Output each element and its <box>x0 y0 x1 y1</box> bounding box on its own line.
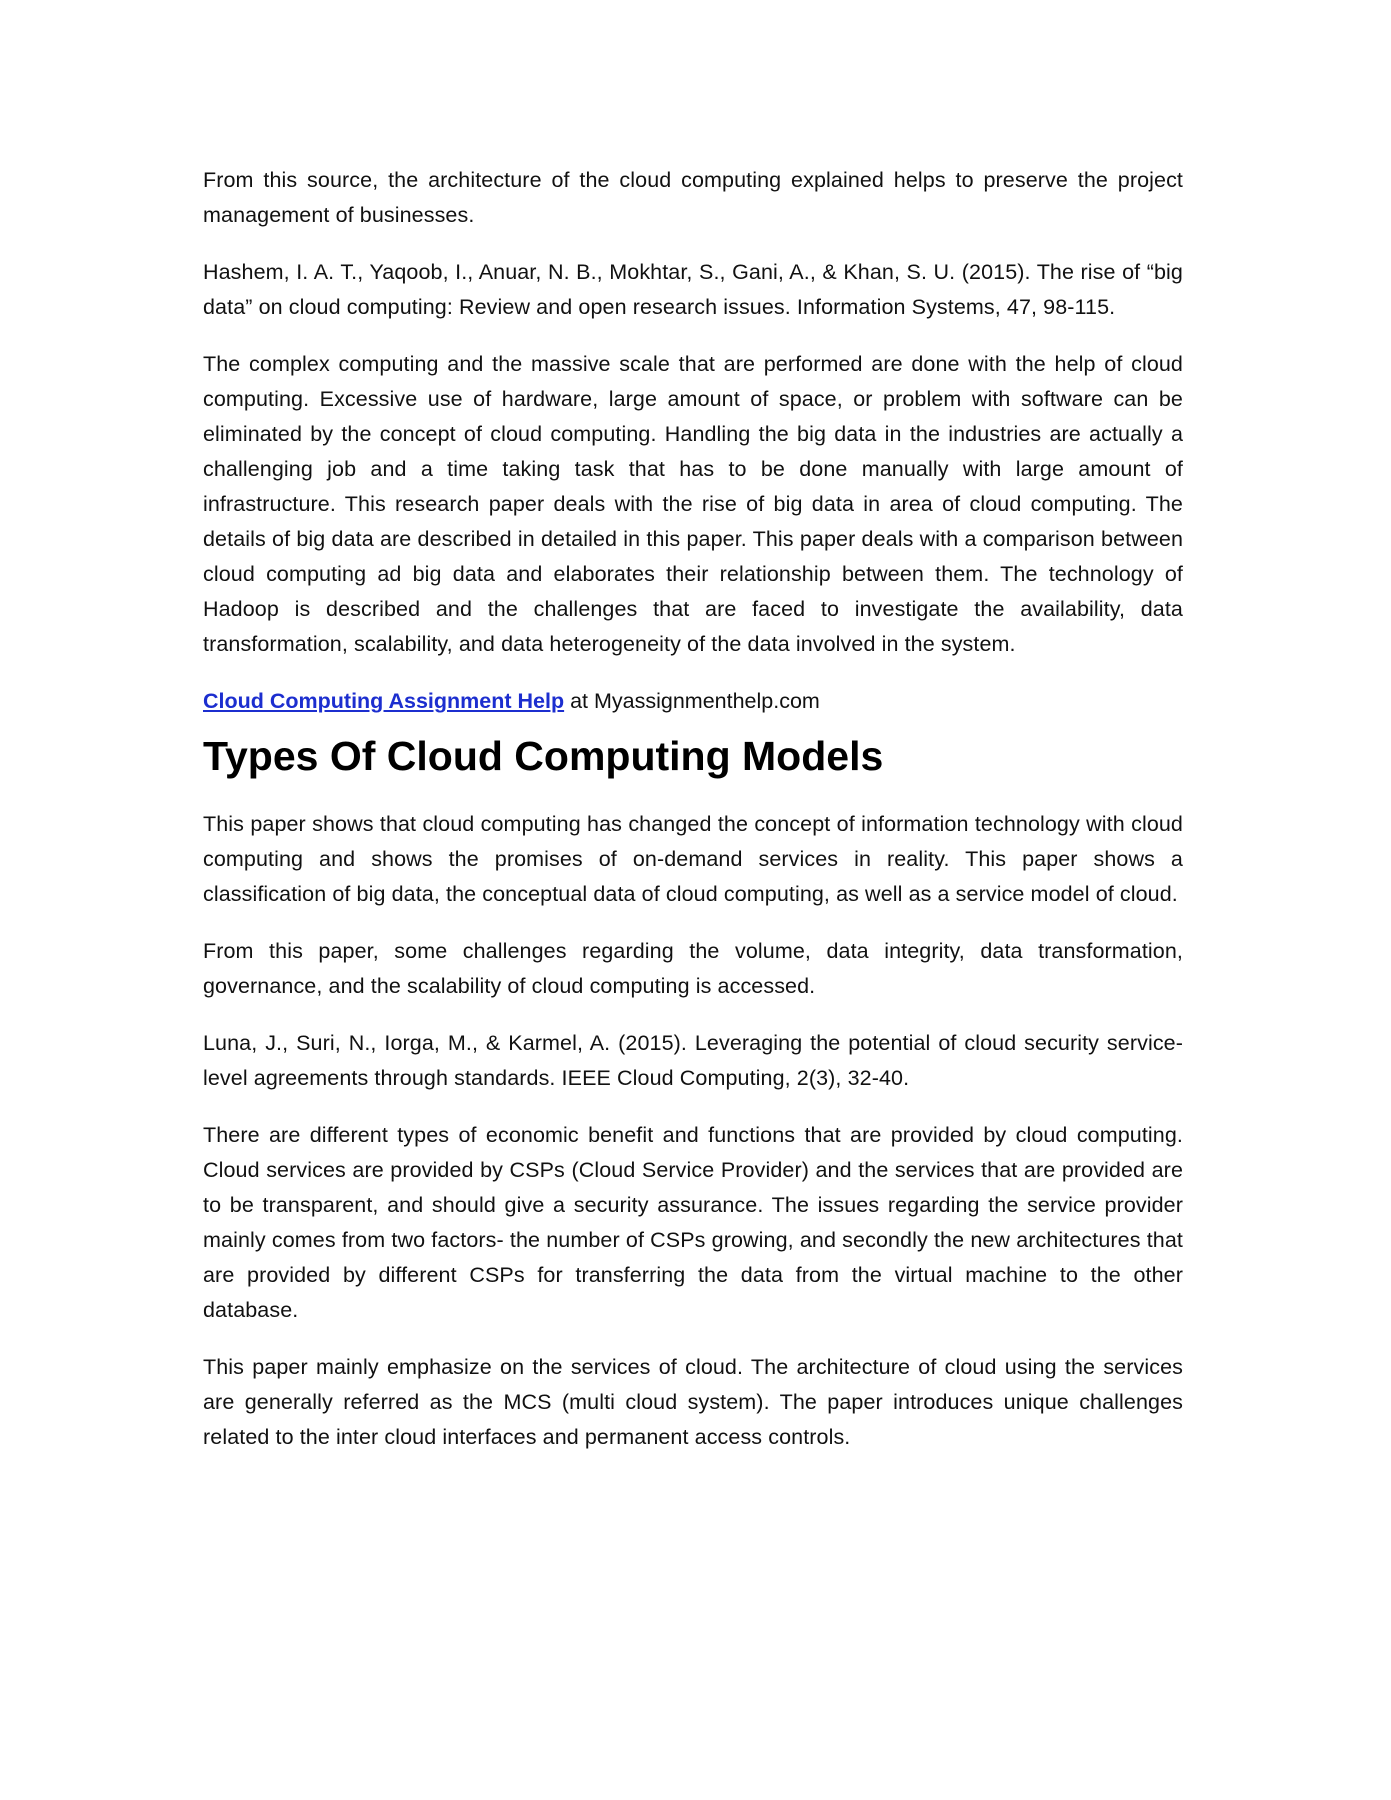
paragraph-economic-benefit: There are different types of economic benefit and functions that are provided by cloud computing. Cloud services are provided by CSPs (Cloud Service Provider) and the services that are provided are to be transparent, and should give a security assurance. The issues regarding the service provider mainly comes from two factors- the number of CSPs growing, and secondly the new architectures that are provided by different CSPs for transferring the data from the virtual machine to the other database. <box>203 1123 1183 1322</box>
reference-hashem: Hashem, I. A. T., Yaqoob, I., Anuar, N. B., Mokhtar, S., Gani, A., & Khan, S. U. (2015). The rise of “big data” on cloud computing: Review and open research issues. Information Systems, 47, 98-115. <box>203 260 1183 319</box>
promo-suffix: at Myassignmenthelp.com <box>564 689 820 713</box>
section-heading: Types Of Cloud Computing Models <box>203 733 884 779</box>
paragraph-big-data-review: The complex computing and the massive scale that are performed are done with the help of cloud computing. Excessive use of hardware, large amount of space, or problem with software can be eliminated by the concept of cloud computing. Handling the big data in the industries are actually a challenging job and a time taking task that has to be done manually with large amount of infrastructure. This research paper deals with the rise of big data in area of cloud computing. The details of big data are described in detailed in this paper. This paper deals with a comparison between cloud computing ad big data and elaborates their relationship between them. The technology of Hadoop is described and the challenges that are faced to investigate the availability, data transformation, scalability, and data heterogeneity of the data involved in the system. <box>203 352 1183 656</box>
paragraph-multi-cloud: This paper mainly emphasize on the services of cloud. The architecture of cloud using the services are generally referred as the MCS (multi cloud system). The paper introduces unique challenges related to the inter cloud interfaces and permanent access controls. <box>203 1355 1183 1449</box>
reference-luna: Luna, J., Suri, N., Iorga, M., & Karmel, A. (2015). Leveraging the potential of cloud security service-level agreements through standards. IEEE Cloud Computing, 2(3), 32-40. <box>203 1031 1183 1090</box>
document-body <box>203 163 1183 1477</box>
assignment-help-link[interactable]: Cloud Computing Assignment Help <box>203 689 565 713</box>
paragraph-challenges: From this paper, some challenges regarding the volume, data integrity, data transformation, governance, and the scalability of cloud computing is accessed. <box>203 939 1183 998</box>
paragraph-source-summary: From this source, the architecture of the cloud computing explained helps to preserve the project management of businesses. <box>203 168 1183 227</box>
paragraph-it-concept: This paper shows that cloud computing has changed the concept of information technology with cloud computing and shows the promises of on-demand services in reality. This paper shows a classification of big data, the conceptual data of cloud computing, as well as a service model of cloud. <box>203 812 1183 906</box>
promo-line <box>203 684 1183 719</box>
